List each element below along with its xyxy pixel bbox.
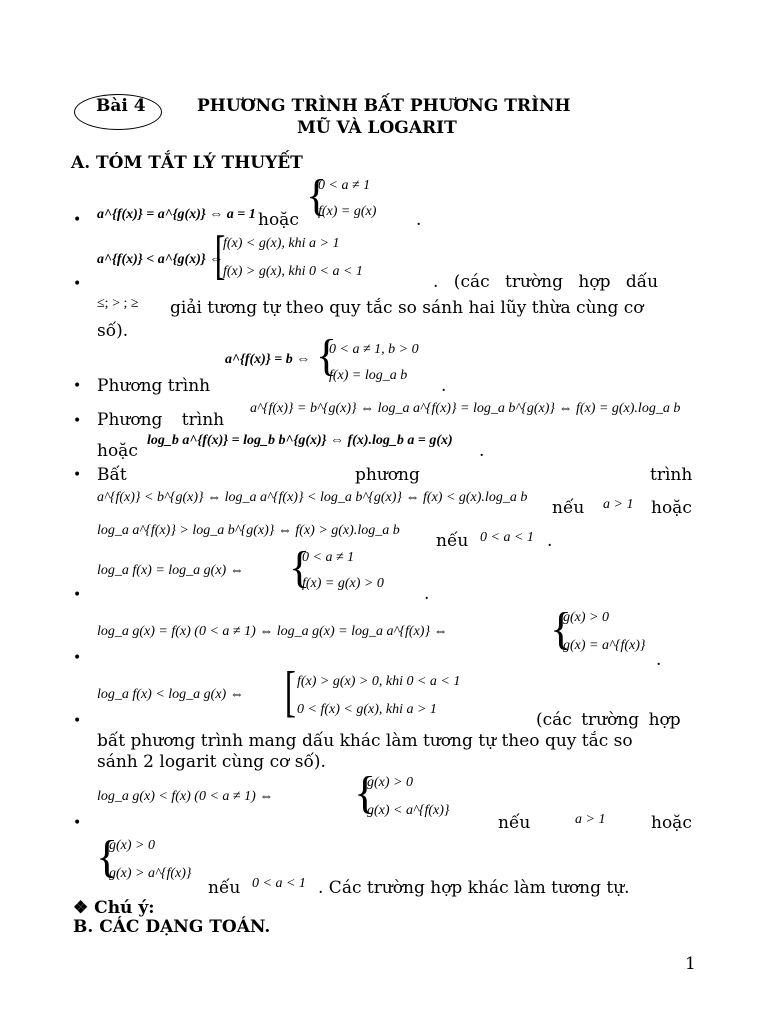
math-system-row: f(x) = log_a b [329,368,408,383]
math-equation: log_a g(x) < f(x) (0 < a ≠ 1) ⇔ [97,789,274,804]
text-or: hoặc [97,441,138,461]
paragraph-text: sánh 2 logarit cùng cơ số). [97,752,326,772]
title-line-1: PHƯƠNG TRÌNH BẤT PHƯƠNG TRÌNH [197,96,571,116]
text-if: nếu [498,813,531,833]
math-system-row: f(x) = g(x) [318,204,377,219]
math-equation: log_b a^{f(x)} = log_b b^{g(x)} ⇔ f(x).log_b a = g(x) [147,433,453,448]
math-equation: a^{f(x)} < b^{g(x)} ⇔ log_a a^{f(x)} < log_a b^{g(x)} ⇔ f(x) < g(x).log_a b [97,490,528,505]
paragraph-text: bất phương trình mang dấu khác làm tương tự theo quy tắc so [97,731,633,751]
system-brace: { [316,331,338,380]
note-label: Chú ý: [94,898,155,918]
paragraph-text: . Các trường hợp khác làm tương tự. [318,878,630,898]
math-condition: 0 < a < 1 [480,530,534,545]
period: . [416,210,422,230]
math-condition: a > 1 [575,812,606,827]
paragraph-text: Phương trình [97,410,225,430]
text-if: nếu [436,531,469,551]
math-equation: a^{f(x)} = b^{g(x)} ⇔ log_a a^{f(x)} = log_a b^{g(x)} ⇔ f(x) = g(x).log_a b [250,401,681,416]
text-or: hoặc [258,210,299,230]
math-system-row: g(x) > a^{f(x)} [109,866,192,881]
math-system-row: f(x) < g(x), khi a > 1 [223,236,340,251]
math-system-row: f(x) = g(x) > 0 [302,576,384,591]
bullet-5: • [73,467,82,483]
system-brace: { [289,543,311,592]
system-brace: { [354,767,377,818]
lesson-label: Bài 4 [96,96,146,116]
system-brace: { [96,831,119,882]
period: . [424,584,430,604]
text-if: nếu [208,878,241,898]
paragraph-text: giải tương tự theo quy tắc so sánh hai lũy thừa cùng cơ [170,298,644,318]
section-b-heading: B. CÁC DẠNG TOÁN. [73,917,271,937]
bullet-6: • [73,587,82,603]
math-system-row: 0 < f(x) < g(x), khi a > 1 [297,702,437,717]
system-brace: { [306,171,328,220]
bullet-9: • [73,815,82,831]
math-system-row: g(x) > 0 [367,775,413,790]
bullet-4: • [73,413,82,429]
period: . [547,531,553,551]
bullet-8: • [73,713,82,729]
bullet-1: • [73,212,82,228]
bullet-3: • [73,378,82,394]
math-system-row: 0 < a ≠ 1 [302,550,355,565]
math-system-row: 0 < a ≠ 1, b > 0 [329,342,419,357]
math-equation: a^{f(x)} < a^{g(x)} ⇔ [97,252,224,267]
page-number: 1 [685,954,696,974]
text-or: hoặc [651,498,692,518]
math-signs: ≤; > ; ≥ [97,296,139,311]
math-equation: a^{f(x)} = b ⇔ [225,352,311,367]
math-system-row: g(x) = a^{f(x)} [563,638,646,653]
math-system-row: g(x) > 0 [109,838,155,853]
math-condition: 0 < a < 1 [252,876,306,891]
math-condition: a > 1 [603,497,634,512]
paragraph-text: . (các trường hợp dấu [433,272,659,292]
system-bracket: [ [214,225,226,285]
math-equation: a^{f(x)} = a^{g(x)} ⇔ a = 1 [97,207,256,222]
paragraph-word: Bất [97,465,127,485]
diamond-bullet-icon: ❖ [73,898,89,918]
section-a-heading: A. TÓM TẮT LÝ THUYẾT [71,153,303,173]
bullet-7: • [73,650,82,666]
paragraph-word: trình [650,465,693,485]
paragraph-word: phương [355,465,420,485]
math-equation: log_a f(x) < log_a g(x) ⇔ [97,687,244,702]
text-if: nếu [552,498,585,518]
text-or: hoặc [651,813,692,833]
system-brace: { [550,603,573,654]
period: . [479,441,485,461]
math-equation: log_a g(x) = f(x) (0 < a ≠ 1) ⇔ log_a g(x) = log_a a^{f(x)} ⇔ [97,624,448,639]
note-heading [73,898,155,918]
math-equation: log_a a^{f(x)} > log_a b^{g(x)} ⇔ f(x) > g(x).log_a b [97,523,400,538]
paragraph-text: (các trường hợp [536,710,681,730]
paragraph-text: số). [97,321,129,341]
period: . [441,376,447,396]
title-line-2: MŨ VÀ LOGARIT [297,118,457,138]
math-system-row: f(x) > g(x) > 0, khi 0 < a < 1 [297,674,461,689]
math-system-row: f(x) > g(x), khi 0 < a < 1 [223,264,363,279]
math-equation: log_a f(x) = log_a g(x) ⇔ [97,563,244,578]
paragraph-text: Phương trình [97,376,211,396]
bullet-2: • [73,276,82,292]
math-system-row: 0 < a ≠ 1 [318,178,371,193]
math-system-row: g(x) < a^{f(x)} [367,803,450,818]
period: . [656,650,662,670]
math-system-row: g(x) > 0 [563,610,609,625]
system-bracket: [ [284,661,296,723]
